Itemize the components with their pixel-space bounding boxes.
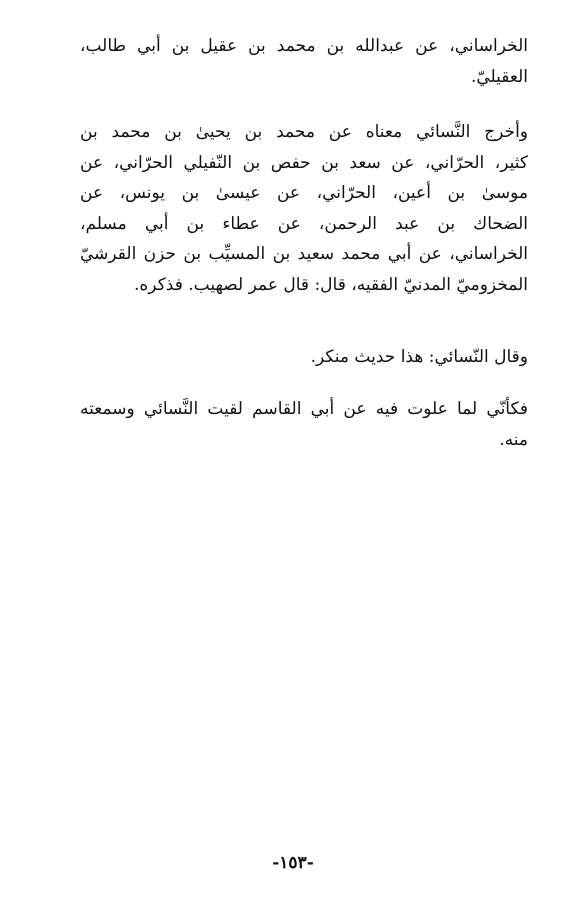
text-line: وأخرج النَّسائي معناه عن محمد بن يحيىٰ بن محمد بن bbox=[80, 122, 528, 142]
text-line: المخزوميّ المدنيّ الفقيه، قال: قال عمر لصهيب. فذكره. bbox=[134, 274, 528, 295]
text-line: العقيليّ. bbox=[470, 66, 528, 87]
text-line: فكأنّي لما علوت فيه عن أبي القاسم لقيت النَّسائي وسمعته bbox=[80, 399, 528, 419]
text-line: موسىٰ بن أعين، الحرّاني، عن عيسىٰ بن يونس، عن bbox=[80, 183, 528, 203]
paragraph-4 bbox=[80, 394, 528, 455]
paragraph-3 bbox=[80, 342, 528, 373]
paragraph-2 bbox=[80, 117, 528, 300]
text-line: كثير، الحرّاني، عن سعد بن حفص بن النّفيلي الحرّاني، عن bbox=[80, 152, 528, 173]
text-line: الخراساني، عن أبي محمد سعيد بن المسيِّب بن حزن القرشيّ bbox=[80, 244, 528, 264]
paragraph-1 bbox=[80, 31, 528, 92]
text-line: وقال النّسائي: هذا حديث منكر. bbox=[310, 347, 528, 367]
text-line: الخراساني، عن عبدالله بن محمد بن عقيل بن أبي طالب، bbox=[80, 36, 528, 56]
text-line: منه. bbox=[499, 429, 528, 450]
text-line: الضحاك بن عبد الرحمن، عن عطاء بن أبي مسلم، bbox=[80, 213, 528, 234]
page-number: -١٥٣- bbox=[272, 853, 314, 873]
